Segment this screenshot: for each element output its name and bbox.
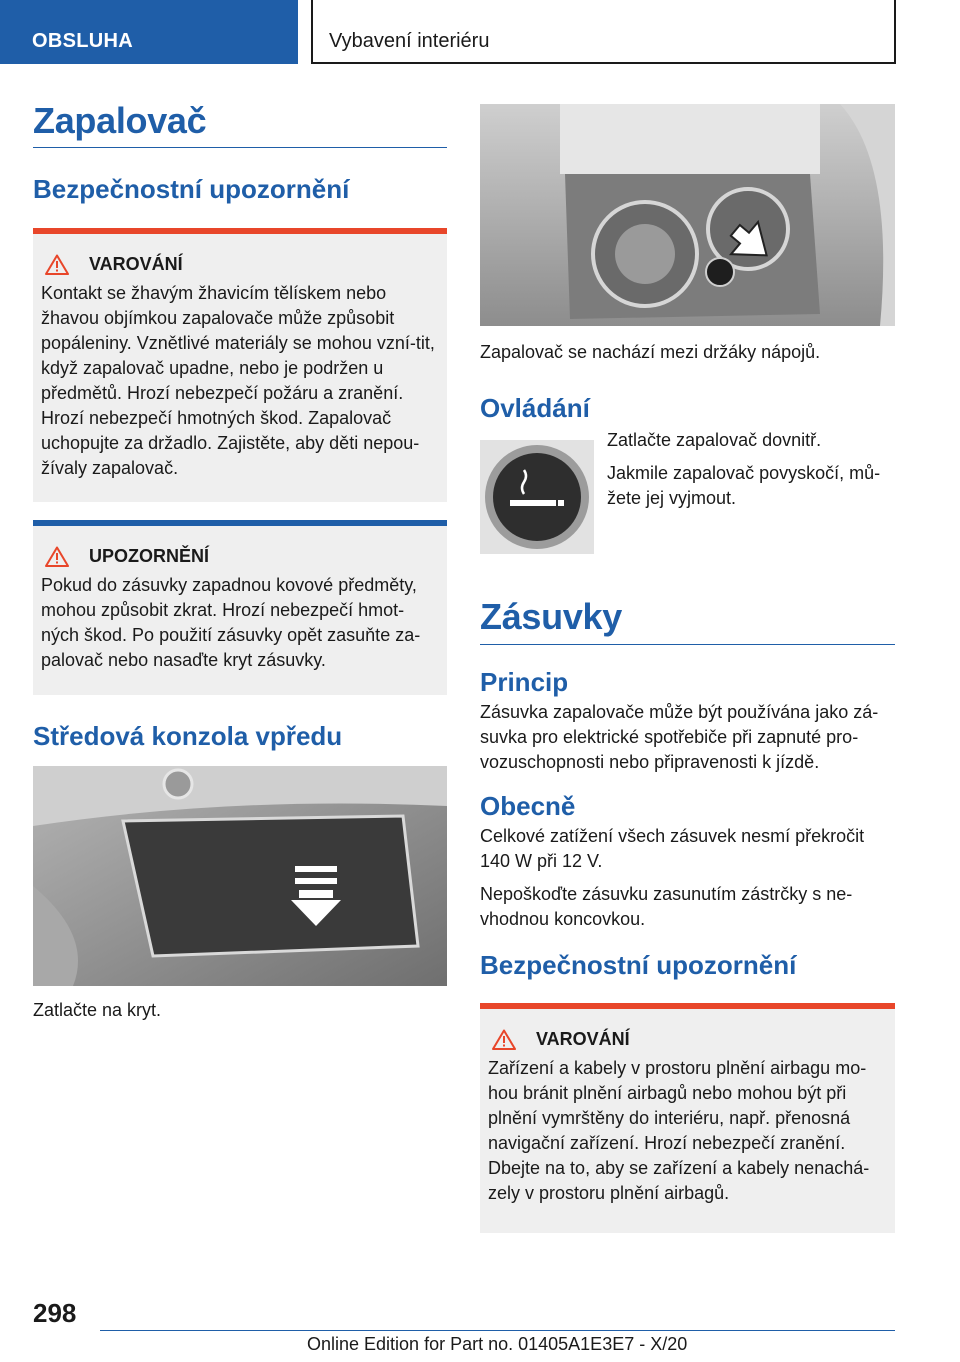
header-section-label: OBSLUHA (32, 30, 133, 52)
warning-label-airbag: VAROVÁNÍ (536, 1029, 630, 1050)
warning-box-lighter (33, 228, 447, 502)
left-column (33, 100, 447, 1023)
general-text-1: Celkové zatížení všech zásuvek nesmí překročit 140 W při 12 V. (480, 825, 865, 871)
page-number: 298 (33, 1298, 77, 1328)
cupholder-caption: Zapalovač se nachází mezi držáky nápojů. (480, 342, 821, 362)
caution-box-socket (33, 520, 447, 695)
caution-text: Pokud do zásuvky zapadnou kovové předměty, mohou způsobit zkrat. Hrozí nebezpečí hmot-ných škod. Po použití zásuvky opět zasuňte za-palovač nebo nasaďte kryt zásuvky. (41, 574, 421, 670)
operation-text (607, 428, 895, 511)
warning-label: VAROVÁNÍ (89, 253, 183, 274)
sockets-title: Zásuvky (480, 596, 895, 644)
operation-heading: Ovládání (480, 393, 590, 423)
warning-text: Kontakt se žhavým žhavicím tělískem nebo žhavou objímkou zapalovače může způsobit popáleniny. Vznětlivé materiály se mohou vzní-tit, když zapalovač upadne, nebo je podržen u předmětů. Hrozí nebezpečí požáru a zranění. Hrozí nebezpečí hmotných škod. Zapalovač uchopujte za držadlo. Zajistěte, aby děti nepou-žívaly zapalovač. (41, 282, 435, 478)
operation-step-2: Jakmile zapalovač povyskočí, mů-žete jej vyjmout. (607, 463, 881, 509)
header-chapter-tab (311, 0, 896, 64)
console-heading: Středová konzola vpředu (33, 720, 343, 751)
operation-block (480, 428, 895, 558)
cupholder-photo (480, 104, 895, 326)
caution-title (41, 546, 439, 567)
warning-title-airbag (488, 1029, 887, 1050)
principle-heading: Princip (480, 666, 569, 697)
principle-text: Zásuvka zapalovače může být používána jako zá-suvka pro elektrické spotřebiče při zapnuté pro-vozuschopnosti nebo připravenosti k jízdě. (480, 701, 879, 772)
console-caption: Zatlačte na kryt. (33, 999, 162, 1020)
warning-box-airbag (480, 1003, 895, 1233)
lighter-photo (480, 440, 594, 554)
general-text-2: Nepoškoďte zásuvku zasunutím zástrčky s ne-vhodnou koncovkou. (480, 883, 853, 929)
warning-triangle-icon (45, 254, 69, 275)
header-section-tab (0, 0, 298, 64)
safety-heading-right: Bezpečnostní upozornění (480, 949, 797, 980)
edition-text: Online Edition for Part no. 01405A1E3E7 - X/20 (307, 1334, 688, 1354)
general-heading: Obecně (480, 790, 576, 821)
warning-text-airbag: Zařízení a kabely v prostoru plnění airbagu mo-hou bránit plnění airbagů nebo mohou být při plnění vymrštěny do interiéru, např. přenosná navigační zařízení. Hrozí nebezpečí zranění. Dbejte na to, aby se zařízení a kabely nenachá-zely v prostoru plnění airbagů. (488, 1058, 870, 1204)
warning-triangle-icon (45, 546, 69, 567)
header-chapter-label: Vybavení interiéru (329, 30, 490, 52)
page-title: Zapalovač (33, 100, 447, 148)
warning-triangle-icon (492, 1029, 516, 1050)
footer-divider (100, 1330, 895, 1331)
right-column (480, 104, 895, 1233)
safety-heading-left: Bezpečnostní upozornění (33, 174, 350, 205)
warning-title (41, 254, 439, 275)
operation-step-1: Zatlačte zapalovač dovnitř. (607, 430, 822, 451)
caution-label: UPOZORNĚNÍ (89, 545, 210, 566)
console-cover-photo (33, 766, 447, 986)
